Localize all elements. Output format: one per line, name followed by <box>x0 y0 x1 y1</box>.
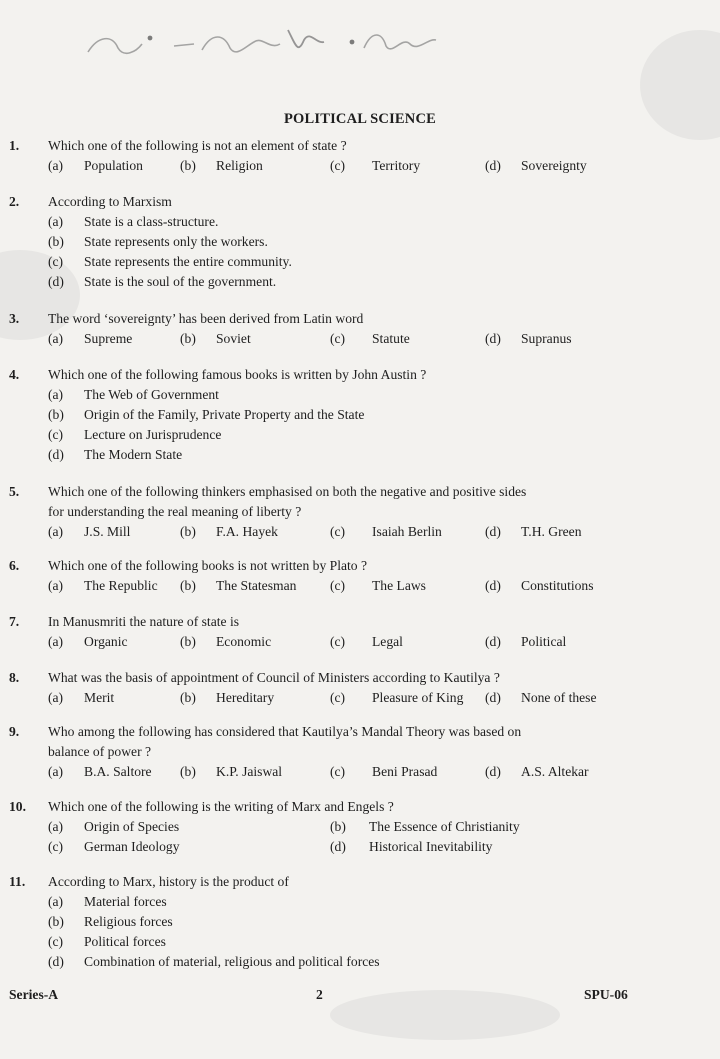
question-text: Which one of the following is the writing of Marx and Engels ? <box>48 799 394 814</box>
option-label: (a) <box>48 331 64 346</box>
option-row <box>0 156 720 176</box>
option-text: The Web of Government <box>84 387 219 402</box>
option-label: (a) <box>48 634 64 649</box>
option-row <box>0 837 720 857</box>
option-label: (c) <box>48 427 64 442</box>
option-row <box>0 892 720 912</box>
option-text: Merit <box>84 690 115 705</box>
option-text: Constitutions <box>521 578 594 593</box>
option-label: (b) <box>180 578 196 593</box>
option-text: Organic <box>84 634 128 649</box>
option-label: (d) <box>48 447 64 462</box>
option-text: Territory <box>372 158 421 173</box>
option-text: None of these <box>521 690 597 705</box>
option-label: (b) <box>180 524 196 539</box>
question-text: Who among the following has considered that Kautilya’s Mandal Theory was based on <box>48 724 522 739</box>
option-row <box>0 576 720 596</box>
option-text: Political <box>521 634 567 649</box>
option-label: (b) <box>48 234 64 249</box>
option-label: (c) <box>330 764 346 779</box>
question-text: According to Marxism <box>48 194 172 209</box>
question-number: 1. <box>9 138 20 153</box>
option-row <box>0 817 720 837</box>
option-text: Soviet <box>216 331 251 346</box>
option-label: (c) <box>48 839 64 854</box>
question-text: According to Marx, history is the product of <box>48 874 289 889</box>
option-label: (a) <box>48 764 64 779</box>
option-label: (a) <box>48 387 64 402</box>
option-text: State is the soul of the government. <box>84 274 277 289</box>
paper-code: SPU-06 <box>584 987 628 1002</box>
option-text: T.H. Green <box>521 524 582 539</box>
option-text: The Modern State <box>84 447 183 462</box>
question-text: Which one of the following famous books is written by John Austin ? <box>48 367 427 382</box>
scan-smudge <box>330 990 560 1040</box>
option-label: (a) <box>48 214 64 229</box>
option-label: (d) <box>48 954 64 969</box>
option-text: Lecture on Jurisprudence <box>84 427 222 442</box>
option-label: (b) <box>330 819 346 834</box>
option-text: Political forces <box>84 934 166 949</box>
question-text: What was the basis of appointment of Council of Ministers according to Kautilya ? <box>48 670 500 685</box>
option-row <box>0 212 720 232</box>
question-number: 7. <box>9 614 20 629</box>
section-title: POLITICAL SCIENCE <box>283 111 437 127</box>
option-row <box>0 522 720 542</box>
option-text: State represents the entire community. <box>84 254 292 269</box>
option-text: Religious forces <box>84 914 173 929</box>
option-text: Religion <box>216 158 263 173</box>
question-number: 11. <box>9 874 26 889</box>
option-row <box>0 425 720 445</box>
option-label: (d) <box>485 524 501 539</box>
option-label: (b) <box>48 914 64 929</box>
option-label: (b) <box>48 407 64 422</box>
option-label: (b) <box>180 634 196 649</box>
option-text: German Ideology <box>84 839 180 854</box>
option-text: Legal <box>372 634 403 649</box>
option-label: (c) <box>330 158 346 173</box>
option-label: (a) <box>48 819 64 834</box>
question-number: 5. <box>9 484 20 499</box>
option-row <box>0 405 720 425</box>
question-text: for understanding the real meaning of liberty ? <box>48 504 302 519</box>
option-label: (c) <box>48 934 64 949</box>
series-label: Series-A <box>9 987 59 1002</box>
question-number: 9. <box>9 724 20 739</box>
question-text: Which one of the following thinkers emphasised on both the negative and positive sides <box>48 484 527 499</box>
option-label: (c) <box>48 254 64 269</box>
option-label: (b) <box>180 764 196 779</box>
question-number: 6. <box>9 558 20 573</box>
question-text: Which one of the following is not an element of state ? <box>48 138 347 153</box>
option-label: (d) <box>485 578 501 593</box>
option-row <box>0 912 720 932</box>
option-label: (a) <box>48 524 64 539</box>
option-row <box>0 329 720 349</box>
option-label: (b) <box>180 158 196 173</box>
option-label: (b) <box>180 331 196 346</box>
question-number: 2. <box>9 194 20 209</box>
question-text: balance of power ? <box>48 744 152 759</box>
handwritten-scribble <box>84 22 444 62</box>
option-text: K.P. Jaiswal <box>216 764 283 779</box>
question-text: The word ‘sovereignty’ has been derived from Latin word <box>48 311 364 326</box>
question-text: In Manusmriti the nature of state is <box>48 614 240 629</box>
option-text: Historical Inevitability <box>369 839 493 854</box>
option-text: The Laws <box>372 578 426 593</box>
option-row <box>0 632 720 652</box>
option-row <box>0 232 720 252</box>
page-number: 2 <box>316 987 323 1002</box>
option-text: Isaiah Berlin <box>372 524 442 539</box>
option-label: (d) <box>485 690 501 705</box>
option-label: (b) <box>180 690 196 705</box>
option-text: J.S. Mill <box>84 524 131 539</box>
option-label: (d) <box>485 634 501 649</box>
question-number: 4. <box>9 367 20 382</box>
option-text: Supranus <box>521 331 572 346</box>
option-label: (c) <box>330 578 346 593</box>
option-row <box>0 952 720 972</box>
option-text: The Essence of Christianity <box>369 819 520 834</box>
option-label: (d) <box>330 839 346 854</box>
option-label: (d) <box>485 764 501 779</box>
option-label: (a) <box>48 894 64 909</box>
option-text: Statute <box>372 331 410 346</box>
option-label: (c) <box>330 634 346 649</box>
option-label: (d) <box>48 274 64 289</box>
option-label: (d) <box>485 158 501 173</box>
option-text: State represents only the workers. <box>84 234 268 249</box>
option-row <box>0 932 720 952</box>
question-number: 10. <box>9 799 26 814</box>
option-row <box>0 272 720 292</box>
question-text: Which one of the following books is not written by Plato ? <box>48 558 368 573</box>
option-label: (a) <box>48 578 64 593</box>
option-text: Hereditary <box>216 690 275 705</box>
option-text: Material forces <box>84 894 167 909</box>
option-text: Combination of material, religious and political forces <box>84 954 380 969</box>
option-text: Pleasure of King <box>372 690 464 705</box>
option-text: F.A. Hayek <box>216 524 278 539</box>
option-label: (a) <box>48 690 64 705</box>
option-label: (c) <box>330 690 346 705</box>
option-text: Origin of the Family, Private Property and the State <box>84 407 365 422</box>
option-row <box>0 762 720 782</box>
question-number: 3. <box>9 311 20 326</box>
option-label: (a) <box>48 158 64 173</box>
option-text: Economic <box>216 634 272 649</box>
option-row <box>0 445 720 465</box>
option-label: (c) <box>330 524 346 539</box>
option-text: Supreme <box>84 331 133 346</box>
option-text: Sovereignty <box>521 158 587 173</box>
option-text: B.A. Saltore <box>84 764 152 779</box>
option-text: Beni Prasad <box>372 764 438 779</box>
option-row <box>0 252 720 272</box>
option-text: Origin of Species <box>84 819 180 834</box>
option-text: The Republic <box>84 578 158 593</box>
option-text: State is a class-structure. <box>84 214 219 229</box>
option-row <box>0 385 720 405</box>
option-row <box>0 688 720 708</box>
option-text: The Statesman <box>216 578 297 593</box>
option-label: (c) <box>330 331 346 346</box>
option-text: Population <box>84 158 143 173</box>
question-number: 8. <box>9 670 20 685</box>
option-label: (d) <box>485 331 501 346</box>
option-text: A.S. Altekar <box>521 764 589 779</box>
